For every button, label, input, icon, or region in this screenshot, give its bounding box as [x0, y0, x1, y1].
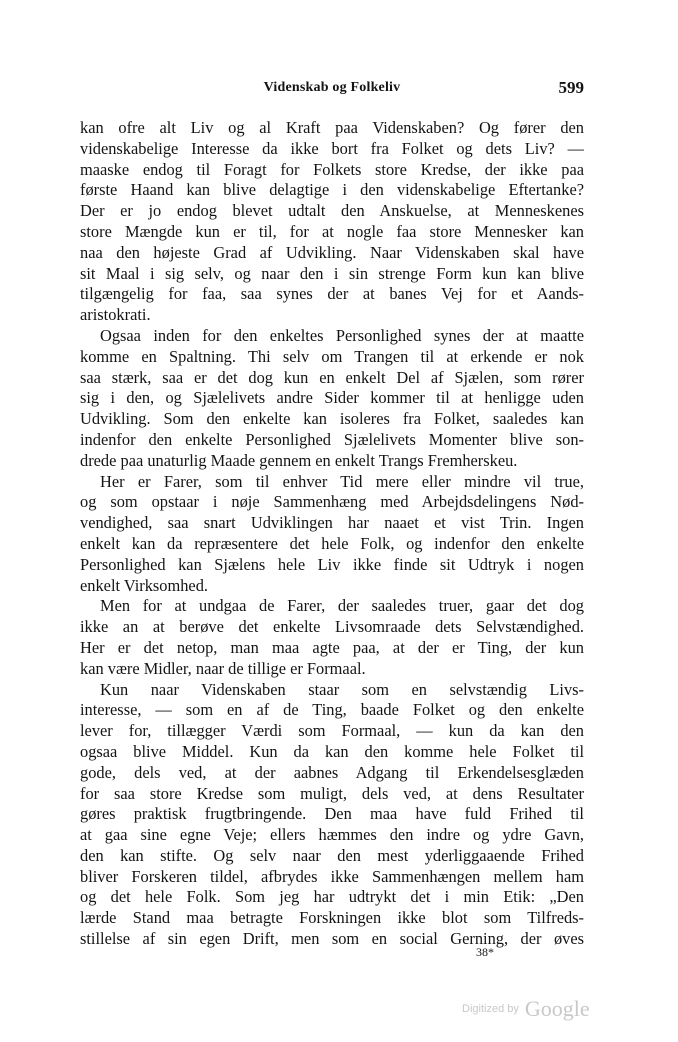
text-line: lærde Stand maa betragte Forskningen ikke blot som Tilfreds- — [80, 908, 584, 928]
watermark-prefix: Digitized by — [462, 1003, 519, 1015]
text-line: indenfor den enkelte Personlighed Sjælelivets Momenter blive son- — [80, 429, 584, 449]
text-line: interesse, — som en af de Ting, baade Folket og den enkelte — [80, 700, 584, 720]
text-line: enkelt Virksomhed. — [80, 575, 208, 595]
page-header — [80, 78, 584, 104]
text-line: enkelt kan da repræsentere det hele Folk, og indenfor den enkelte — [80, 533, 584, 553]
text-line: sit Maal i sig selv, og naar den i sin strenge Form kun kan blive — [80, 263, 584, 283]
text-line: og som opstaar i nøje Sammenhæng med Arbejdsdelingens Nød- — [80, 492, 584, 512]
text-line: Udvikling. Som den enkelte kan isoleres fra Folket, saaledes kan — [80, 409, 584, 429]
text-line: videnskabelige Interesse da ikke bort fra Folket og dets Liv? — — [80, 138, 584, 158]
page-number: 599 — [558, 78, 584, 97]
text-line: stillelse af sin egen Drift, men som en social Gerning, der øves — [80, 929, 584, 949]
text-line: Ogsaa inden for den enkeltes Personlighed synes der at maatte — [100, 325, 584, 345]
text-line: og det hele Folk. Som jeg har udtrykt det i min Etik: „Den — [80, 887, 584, 907]
text-line: saa stærk, saa er det dog kun en enkelt Del af Sjælen, som rører — [80, 367, 584, 387]
text-line: naa den højeste Grad af Udvikling. Naar Videnskaben skal have — [80, 242, 584, 262]
text-line: Personlighed kan Sjælens hele Liv ikke finde sit Udtryk i nogen — [80, 554, 584, 574]
text-line: drede paa unaturlig Maade gennem en enkelt Trangs Fremherskeu. — [80, 450, 518, 470]
text-line: lever for, tillægger Værdi som Formaal, — kun da kan den — [80, 721, 584, 741]
text-line: bliver Forskeren tildel, afbrydes ikke Sammenhængen mellem ham — [80, 866, 584, 886]
text-line: maaske endog til Foragt for Folkets store Kredse, der ikke paa — [80, 159, 584, 179]
text-line: gode, dels ved, at der aabnes Adgang til Erkendelsesglæden — [80, 762, 584, 782]
signature-mark: 38* — [476, 945, 494, 959]
text-line: Kun naar Videnskaben staar som en selvstændig Livs- — [100, 679, 584, 699]
text-line: kan ofre alt Liv og al Kraft paa Videnskaben? Og fører den — [80, 118, 584, 137]
running-title: Videnskab og Folkeliv — [263, 80, 401, 95]
body-text — [80, 118, 584, 950]
text-line: for saa store Kredse som muligt, dels ved, at dens Resultater — [80, 783, 584, 803]
digitized-watermark — [462, 996, 590, 1022]
text-line: Her er det netop, man maa agte paa, at der er Ting, der kun — [80, 637, 584, 657]
text-line: Der er jo endog blevet udtalt den Anskuelse, at Menneskenes — [80, 201, 584, 221]
text-line: tilgængelig for faa, saa synes der at banes Vej for et Aands- — [80, 284, 584, 304]
text-line: kan være Midler, naar de tillige er Formaal. — [80, 658, 366, 678]
text-line: komme en Spaltning. Thi selv om Trangen til at erkende er nok — [80, 346, 584, 366]
text-line: den kan stifte. Og selv naar den mest yderliggaaende Frihed — [80, 845, 584, 865]
text-line: vendighed, saa snart Udviklingen har naaet et vist Trin. Ingen — [80, 513, 584, 533]
text-line: ogsaa blive Middel. Kun da kan den komme hele Folket til — [80, 741, 584, 761]
text-line: at gaa sine egne Veje; ellers hæmmes den indre og ydre Gavn, — [80, 825, 584, 845]
text-line: første Haand kan blive delagtige i den videnskabelige Eftertanke? — [80, 180, 584, 200]
text-line: gøres praktisk frugtbringende. Den maa have fuld Frihed til — [80, 804, 584, 824]
text-line: ikke an at berøve det enkelte Livsomraade dets Selvstændighed. — [80, 617, 584, 637]
text-line: sig i den, og Sjælelivets andre Sider kommer til at henligge uden — [80, 388, 584, 408]
text-line: aristokrati. — [80, 305, 151, 325]
text-line: Men for at undgaa de Farer, der saaledes truer, gaar det dog — [100, 596, 584, 616]
text-line: store Mængde kun er til, for at nogle faa store Mennesker kan — [80, 221, 584, 241]
text-line: Her er Farer, som til enhver Tid mere eller mindre vil true, — [100, 471, 584, 491]
watermark-brand: Google — [524, 996, 590, 1021]
